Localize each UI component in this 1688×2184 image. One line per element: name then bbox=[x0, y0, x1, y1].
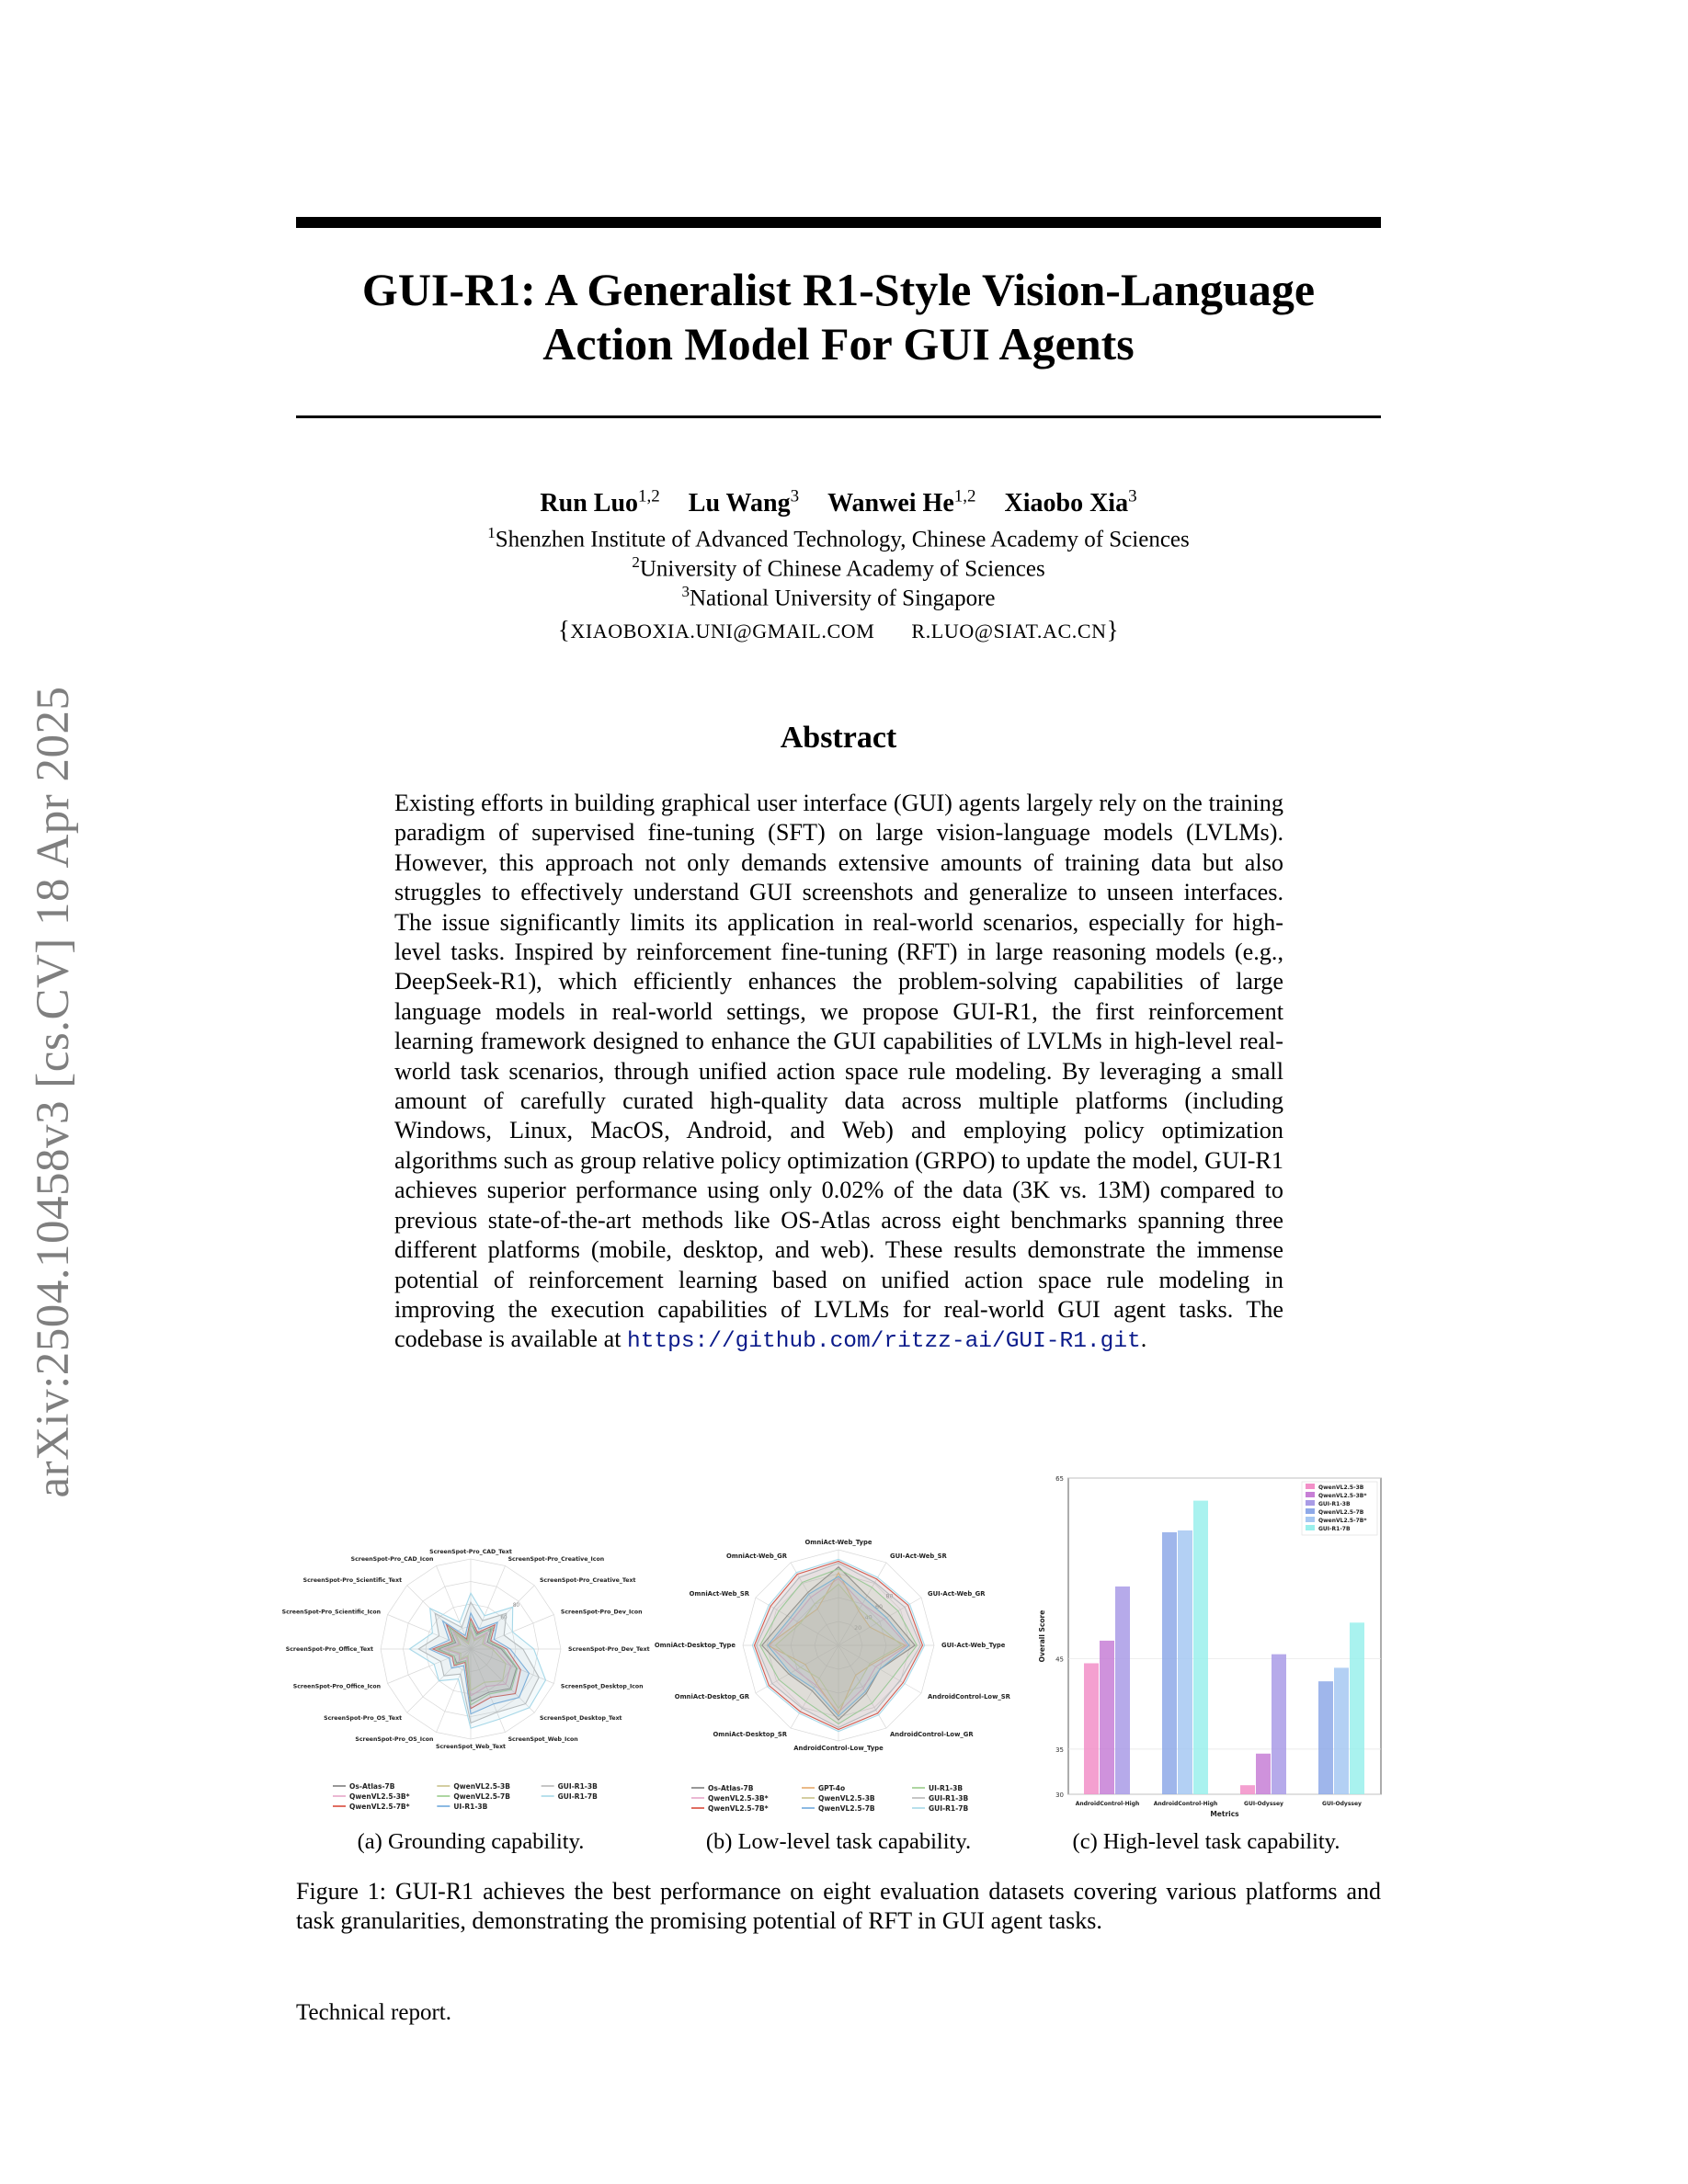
radar-series-polygon bbox=[752, 1559, 924, 1731]
bar bbox=[1178, 1530, 1192, 1794]
bar-y-tick-label: 65 bbox=[1055, 1475, 1064, 1483]
author: Wanwei He$^{1,2}$ bbox=[827, 487, 976, 518]
legend-swatch bbox=[1306, 1517, 1315, 1522]
legend-label: QwenVL2.5-7B* bbox=[708, 1804, 769, 1813]
low-level-radar-chart bbox=[655, 1480, 1022, 1826]
legend-label: GUI-R1-3B bbox=[1318, 1501, 1351, 1507]
legend-label: QwenVL2.5-3B* bbox=[708, 1794, 769, 1803]
radar-axis-label: ScreenSpot_Web_Text bbox=[435, 1744, 507, 1750]
radar-tick-label: 40 bbox=[864, 1614, 873, 1621]
title-bottom-rule bbox=[296, 415, 1381, 418]
radar-axis-label: ScreenSpot-Pro_Office_Text bbox=[285, 1646, 373, 1653]
bar bbox=[1334, 1667, 1349, 1794]
radar-axis-label: ScreenSpot-Pro_Creative_Text bbox=[539, 1577, 636, 1585]
footer-note: Technical report. bbox=[296, 2000, 451, 2025]
legend-label: QwenVL2.5-7B* bbox=[1318, 1518, 1367, 1524]
legend-label: GPT-4o bbox=[818, 1784, 846, 1792]
radar-axis-label: ScreenSpot-Pro_Dev_Text bbox=[568, 1646, 650, 1653]
bar-x-tick-label: AndroidControl-High bbox=[1153, 1801, 1218, 1807]
radar-axis-label: GUI-Act-Web_Type bbox=[941, 1642, 1006, 1649]
radar-axis-label: OmniAct-Desktop_SR bbox=[713, 1730, 787, 1738]
bar bbox=[1350, 1622, 1364, 1794]
legend-label: GUI-R1-7B bbox=[557, 1792, 598, 1801]
radar-axis-label: GUI-Act-Web_SR bbox=[890, 1553, 947, 1561]
legend-label: GUI-R1-7B bbox=[1318, 1526, 1351, 1532]
legend-label: QwenVL2.5-3B bbox=[818, 1794, 875, 1803]
radar-series-polygon bbox=[409, 1593, 545, 1728]
title-line-2: Action Model For GUI Agents bbox=[542, 318, 1135, 370]
bar-y-tick-label: 30 bbox=[1055, 1792, 1064, 1799]
radar-axis-label: AndroidControl-Low_SR bbox=[927, 1693, 1010, 1701]
radar-axis-label: OmniAct-Desktop_GR bbox=[674, 1693, 750, 1701]
legend-swatch bbox=[1306, 1492, 1315, 1497]
bar bbox=[1115, 1587, 1130, 1794]
affiliation: $^2$University of Chinese Academy of Sciences bbox=[632, 553, 1045, 582]
figure-caption: Figure 1: GUI-R1 achieves the best performance on eight evaluation datasets covering various platforms and task granularities, demonstrating the promising potential of RFT in GUI agent tasks. bbox=[296, 1878, 1381, 1934]
radar-axis-label: ScreenSpot-Pro_Scientific_Icon bbox=[281, 1609, 382, 1616]
bar-x-tick-label: GUI-Odyssey bbox=[1244, 1801, 1283, 1807]
radar-tick-label: 60 bbox=[500, 1615, 508, 1621]
legend-label: UI-R1-3B bbox=[929, 1784, 964, 1792]
author: Run Luo$^{1,2}$ bbox=[540, 487, 660, 518]
radar-axis-label: ScreenSpot-Pro_Creative_Icon bbox=[508, 1556, 605, 1564]
author: Lu Wang$^3$ bbox=[688, 487, 800, 518]
legend-label: QwenVL2.5-7B* bbox=[349, 1803, 410, 1811]
radar-axis-label: ScreenSpot-Pro_OS_Text bbox=[324, 1714, 403, 1722]
legend-label: UI-R1-3B bbox=[453, 1803, 488, 1811]
radar-axis-label: ScreenSpot_Desktop_Icon bbox=[560, 1683, 644, 1690]
email[interactable]: XIAOBOXIA.UNI@GMAIL.COM bbox=[570, 620, 875, 643]
author: Xiaobo Xia$^3$ bbox=[1004, 487, 1137, 518]
bar bbox=[1084, 1663, 1099, 1794]
paper-title bbox=[296, 263, 1381, 371]
radar-tick-label: 80 bbox=[885, 1593, 894, 1600]
codebase-link[interactable]: https://github.com/ritzz-ai/GUI-R1.git bbox=[627, 1329, 1141, 1355]
radar-axis-label: AndroidControl-Low_GR bbox=[890, 1730, 974, 1738]
bar-y-tick-label: 45 bbox=[1055, 1655, 1064, 1664]
bar bbox=[1240, 1785, 1255, 1794]
bar bbox=[1193, 1501, 1208, 1794]
grounding-radar-chart bbox=[281, 1485, 650, 1826]
subcaption-a: (a) Grounding capability. bbox=[357, 1829, 585, 1854]
legend-label: QwenVL2.5-3B bbox=[453, 1782, 510, 1791]
radar-axis-label: GUI-Act-Web_GR bbox=[927, 1590, 986, 1598]
radar-tick-label: 20 bbox=[854, 1624, 862, 1632]
radar-axis-label: OmniAct-Web_Type bbox=[804, 1539, 873, 1546]
legend-label: GUI-R1-7B bbox=[929, 1804, 969, 1813]
title-top-rule bbox=[296, 217, 1381, 228]
bar-x-tick-label: GUI-Odyssey bbox=[1322, 1801, 1362, 1807]
radar-axis-label: OmniAct-Web_SR bbox=[689, 1590, 750, 1598]
bar-y-tick-label: 35 bbox=[1055, 1746, 1064, 1754]
radar-axis-label: ScreenSpot-Pro_Dev_Icon bbox=[560, 1609, 643, 1616]
radar-axis-label: OmniAct-Web_GR bbox=[725, 1553, 787, 1561]
legend-swatch bbox=[1306, 1500, 1315, 1506]
affiliation: $^3$National University of Singapore bbox=[681, 583, 996, 611]
radar-axis-label: ScreenSpot_Web_Icon bbox=[508, 1735, 578, 1743]
legend-label: GUI-R1-3B bbox=[557, 1782, 598, 1791]
legend-label: QwenVL2.5-7B bbox=[1318, 1509, 1364, 1516]
radar-axis-label: ScreenSpot-Pro_OS_Icon bbox=[355, 1735, 434, 1743]
bar bbox=[1162, 1532, 1177, 1794]
legend-label: QwenVL2.5-7B bbox=[453, 1792, 510, 1801]
title-line-1: GUI-R1: A Generalist R1-Style Vision-Language bbox=[361, 264, 1316, 315]
subcaption-b: (b) Low-level task capability. bbox=[705, 1829, 972, 1854]
abstract-heading: Abstract bbox=[780, 721, 897, 755]
radar-tick-label: 80 bbox=[512, 1603, 520, 1610]
email[interactable]: R.LUO@SIAT.AC.CN bbox=[911, 620, 1107, 643]
radar-axis-label: AndroidControl-Low_Type bbox=[793, 1745, 884, 1752]
affiliation: $^1$Shenzhen Institute of Advanced Technology, Chinese Academy of Sciences bbox=[487, 524, 1190, 552]
high-level-bar-chart bbox=[1032, 1469, 1399, 1829]
legend-swatch bbox=[1306, 1525, 1315, 1530]
radar-axis-label: ScreenSpot_Desktop_Text bbox=[539, 1714, 622, 1722]
legend-label: Os-Atlas-7B bbox=[708, 1784, 754, 1792]
bar-x-axis-label: Metrics bbox=[1210, 1810, 1239, 1818]
author-list bbox=[296, 487, 1381, 518]
abstract-body: Existing efforts in building graphical user interface (GUI) agents largely rely on the training paradigm of supervised fine-tuning (SFT) on large vision-language models (LVLMs). However, this approach not only demands extensive amounts of training data but also struggles to effectively understand GUI screenshots and generalize to unseen interfaces. The issue significantly limits its application in real-world scenarios, especially for high-level tasks. Inspired by reinforcement fine-tuning (RFT) in large reasoning models (e.g., DeepSeek-R1), which efficiently enhances the problem-solving capabilities of large language models in real-world settings, we propose GUI-R1, the first reinforcement learning framework designed to enhance the GUI capabilities of LVLMs in high-level real-world task scenarios, through unified action space rule modeling. By leveraging a small amount of carefully curated high-quality data across multiple platforms (including Windows, Linux, MacOS, Android, and Web) and employing policy optimization algorithms such as group relative policy optimization (GRPO) to update the model, GUI-R1 achieves superior performance using only 0.02% of the data (3K vs. 13M) compared to previous state-of-the-art methods like OS-Atlas across eight benchmarks spanning three different platforms (mobile, desktop, and web). These results demonstrate the immense potential of reinforcement learning based on unified action space rule modeling in improving the execution capabilities of LVLMs for real-world GUI agent tasks. The codebase is available at https://github.com/ritzz-ai/GUI-R1.git. bbox=[394, 790, 1283, 1355]
email-list: {XIAOBOXIA.UNI@GMAIL.COM R.LUO@SIAT.AC.CN} bbox=[557, 616, 1120, 643]
radar-axis-label: OmniAct-Desktop_Type bbox=[654, 1642, 736, 1649]
radar-tick-label: 60 bbox=[875, 1603, 884, 1610]
legend-label: Os-Atlas-7B bbox=[349, 1782, 395, 1791]
radar-tick-label: 34 bbox=[487, 1628, 496, 1634]
radar-axis-label: ScreenSpot-Pro_CAD_Icon bbox=[350, 1556, 434, 1564]
radar-axis-label: ScreenSpot-Pro_Scientific_Text bbox=[302, 1577, 403, 1585]
bar bbox=[1272, 1655, 1286, 1794]
arxiv-sidebar-stamp: arXiv:2504.10458v3 [cs.CV] 18 Apr 2025 bbox=[28, 686, 79, 1498]
bar bbox=[1256, 1754, 1271, 1794]
bar bbox=[1100, 1641, 1114, 1794]
legend-label: GUI-R1-3B bbox=[929, 1794, 969, 1803]
legend-swatch bbox=[1306, 1484, 1315, 1489]
bar-x-tick-label: AndroidControl-High bbox=[1075, 1801, 1140, 1807]
bar-y-axis-label: Overall Score bbox=[1038, 1610, 1046, 1663]
legend-label: QwenVL2.5-7B bbox=[818, 1804, 875, 1813]
legend-label: QwenVL2.5-3B bbox=[1318, 1484, 1364, 1491]
subcaption-c: (c) High-level task capability. bbox=[1072, 1829, 1340, 1854]
radar-axis-label: ScreenSpot-Pro_Office_Icon bbox=[292, 1683, 382, 1690]
legend-swatch bbox=[1306, 1508, 1315, 1514]
radar-axis-label: ScreenSpot-Pro_CAD_Text bbox=[429, 1549, 512, 1555]
bar bbox=[1318, 1681, 1333, 1794]
legend-label: QwenVL2.5-3B* bbox=[349, 1792, 410, 1801]
legend-label: QwenVL2.5-3B* bbox=[1318, 1493, 1367, 1499]
